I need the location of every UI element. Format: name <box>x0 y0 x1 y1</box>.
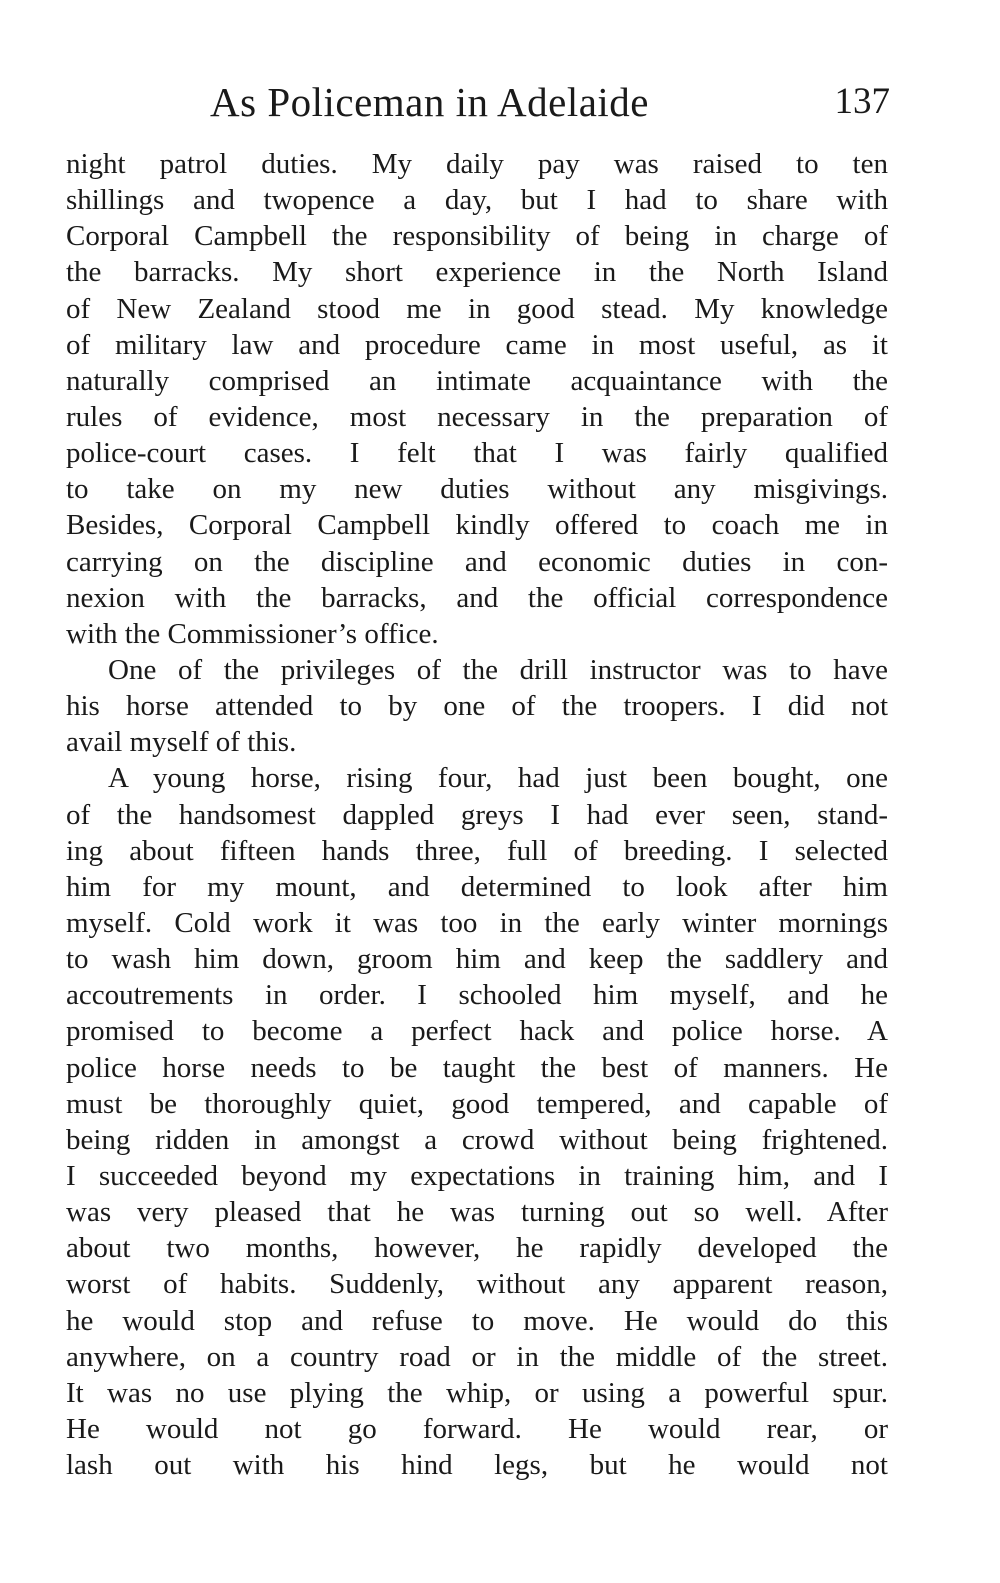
text-line: anywhere, on a country road or in the middle of the street. <box>66 1340 888 1373</box>
text-line: One of the privileges of the drill instructor was to have <box>108 653 888 686</box>
text-line: accoutrements in order. I schooled him myself, and he <box>66 979 888 1012</box>
text-line: he would stop and refuse to move. He would do this <box>66 1304 888 1337</box>
text-line: was very pleased that he was turning out so well. After <box>66 1196 888 1229</box>
text-line: avail myself of this. <box>66 726 297 759</box>
text-line: about two months, however, he rapidly developed the <box>66 1232 888 1265</box>
paragraph-1 <box>66 146 888 652</box>
text-line: worst of habits. Suddenly, without any apparent reason, <box>66 1268 888 1301</box>
text-line: myself. Cold work it was too in the early winter mornings <box>66 906 888 939</box>
text-line: of military law and procedure came in most useful, as it <box>66 328 888 361</box>
text-line: police horse needs to be taught the best of manners. He <box>66 1051 888 1084</box>
text-line: to take on my new duties without any misgivings. <box>66 473 888 506</box>
text-line: He would not go forward. He would rear, or <box>66 1412 888 1445</box>
text-line: rules of evidence, most necessary in the preparation of <box>66 400 888 433</box>
text-line: carrying on the discipline and economic duties in con- <box>66 545 888 578</box>
text-line: his horse attended to by one of the troopers. I did not <box>66 690 888 723</box>
text-line: the barracks. My short experience in the North Island <box>66 256 888 289</box>
text-line: naturally comprised an intimate acquaintance with the <box>66 364 888 397</box>
text-line: It was no use plying the whip, or using a powerful spur. <box>66 1376 888 1409</box>
paragraph-2 <box>66 652 888 760</box>
text-line: Besides, Corporal Campbell kindly offered to coach me in <box>66 509 888 542</box>
text-line: of the handsomest dappled greys I had ever seen, stand- <box>66 798 888 831</box>
text-line: with the Commissioner’s office. <box>66 617 439 650</box>
text-line: shillings and twopence a day, but I had to share with <box>66 184 888 217</box>
text-line: night patrol duties. My daily pay was raised to ten <box>66 148 888 180</box>
text-line: him for my mount, and determined to look after him <box>66 870 888 903</box>
text-line: promised to become a perfect hack and police horse. A <box>66 1015 888 1048</box>
text-line: lash out with his hind legs, but he would not <box>66 1449 888 1482</box>
running-title: As Policeman in Adelaide <box>210 79 649 125</box>
text-line: ing about fifteen hands three, full of breeding. I selected <box>66 834 888 867</box>
text-line: A young horse, rising four, had just been bought, one <box>108 762 888 795</box>
page-number: 137 <box>834 81 890 122</box>
text-line: of New Zealand stood me in good stead. My knowledge <box>66 292 888 325</box>
text-line: being ridden in amongst a crowd without being frightened. <box>66 1123 888 1156</box>
text-line: police-court cases. I felt that I was fairly qualified <box>66 437 888 470</box>
text-line: nexion with the barracks, and the official correspondence <box>66 581 888 614</box>
text-line: Corporal Campbell the responsibility of being in charge of <box>66 220 888 253</box>
text-line: to wash him down, groom him and keep the saddlery and <box>66 943 888 976</box>
running-head <box>210 78 890 138</box>
text-line: must be thoroughly quiet, good tempered, and capable of <box>66 1087 888 1120</box>
body-text <box>66 146 888 1483</box>
paragraph-3 <box>66 760 888 1483</box>
text-line: I succeeded beyond my expectations in training him, and I <box>66 1159 888 1192</box>
